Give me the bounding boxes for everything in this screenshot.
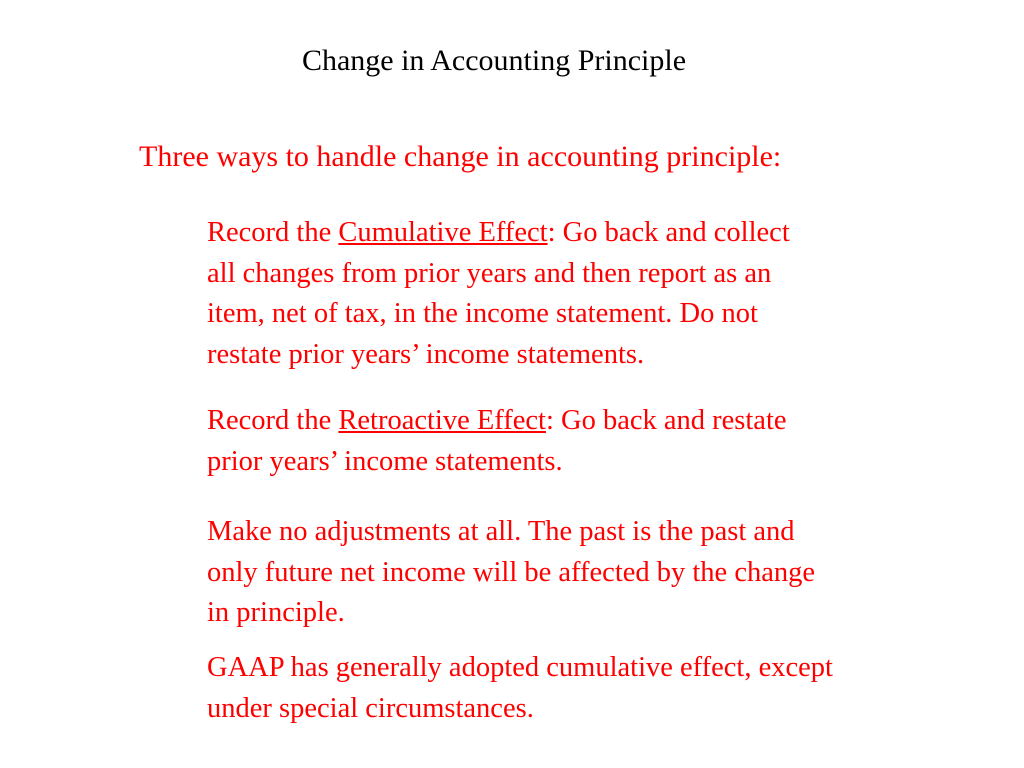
line-suffix: : Go back and collect xyxy=(547,217,790,248)
no-adjustment-paragraph xyxy=(207,512,815,634)
paragraph-line: in principle. xyxy=(207,597,345,628)
paragraph-line: all changes from prior years and then report as an xyxy=(207,257,772,289)
paragraph-line xyxy=(207,401,787,442)
paragraph-line: item, net of tax, in the income statement. Do not xyxy=(207,298,758,329)
line-prefix: Record the xyxy=(207,217,339,248)
intro-text: Three ways to handle change in accounting principle: xyxy=(139,140,782,173)
paragraph-line xyxy=(207,213,790,254)
paragraph-line: under special circumstances. xyxy=(207,692,534,724)
slide-title: Change in Accounting Principle xyxy=(301,44,687,77)
retroactive-effect-term: Retroactive Effect xyxy=(338,405,546,436)
line-suffix: : Go back and restate xyxy=(545,405,787,436)
retroactive-effect-paragraph xyxy=(207,401,787,482)
paragraph-line: prior years’ income statements. xyxy=(207,445,563,477)
cumulative-effect-paragraph xyxy=(207,213,790,375)
paragraph-line: restate prior years’ income statements. xyxy=(207,338,645,370)
gaap-note-paragraph xyxy=(207,648,833,729)
line-prefix: Record the xyxy=(207,405,339,436)
cumulative-effect-term: Cumulative Effect xyxy=(338,217,548,248)
paragraph-line: Make no adjustments at all. The past is the past and xyxy=(207,516,795,547)
paragraph-line: only future net income will be affected by the change xyxy=(207,556,816,588)
paragraph-line: GAAP has generally adopted cumulative effect, except xyxy=(207,652,833,683)
